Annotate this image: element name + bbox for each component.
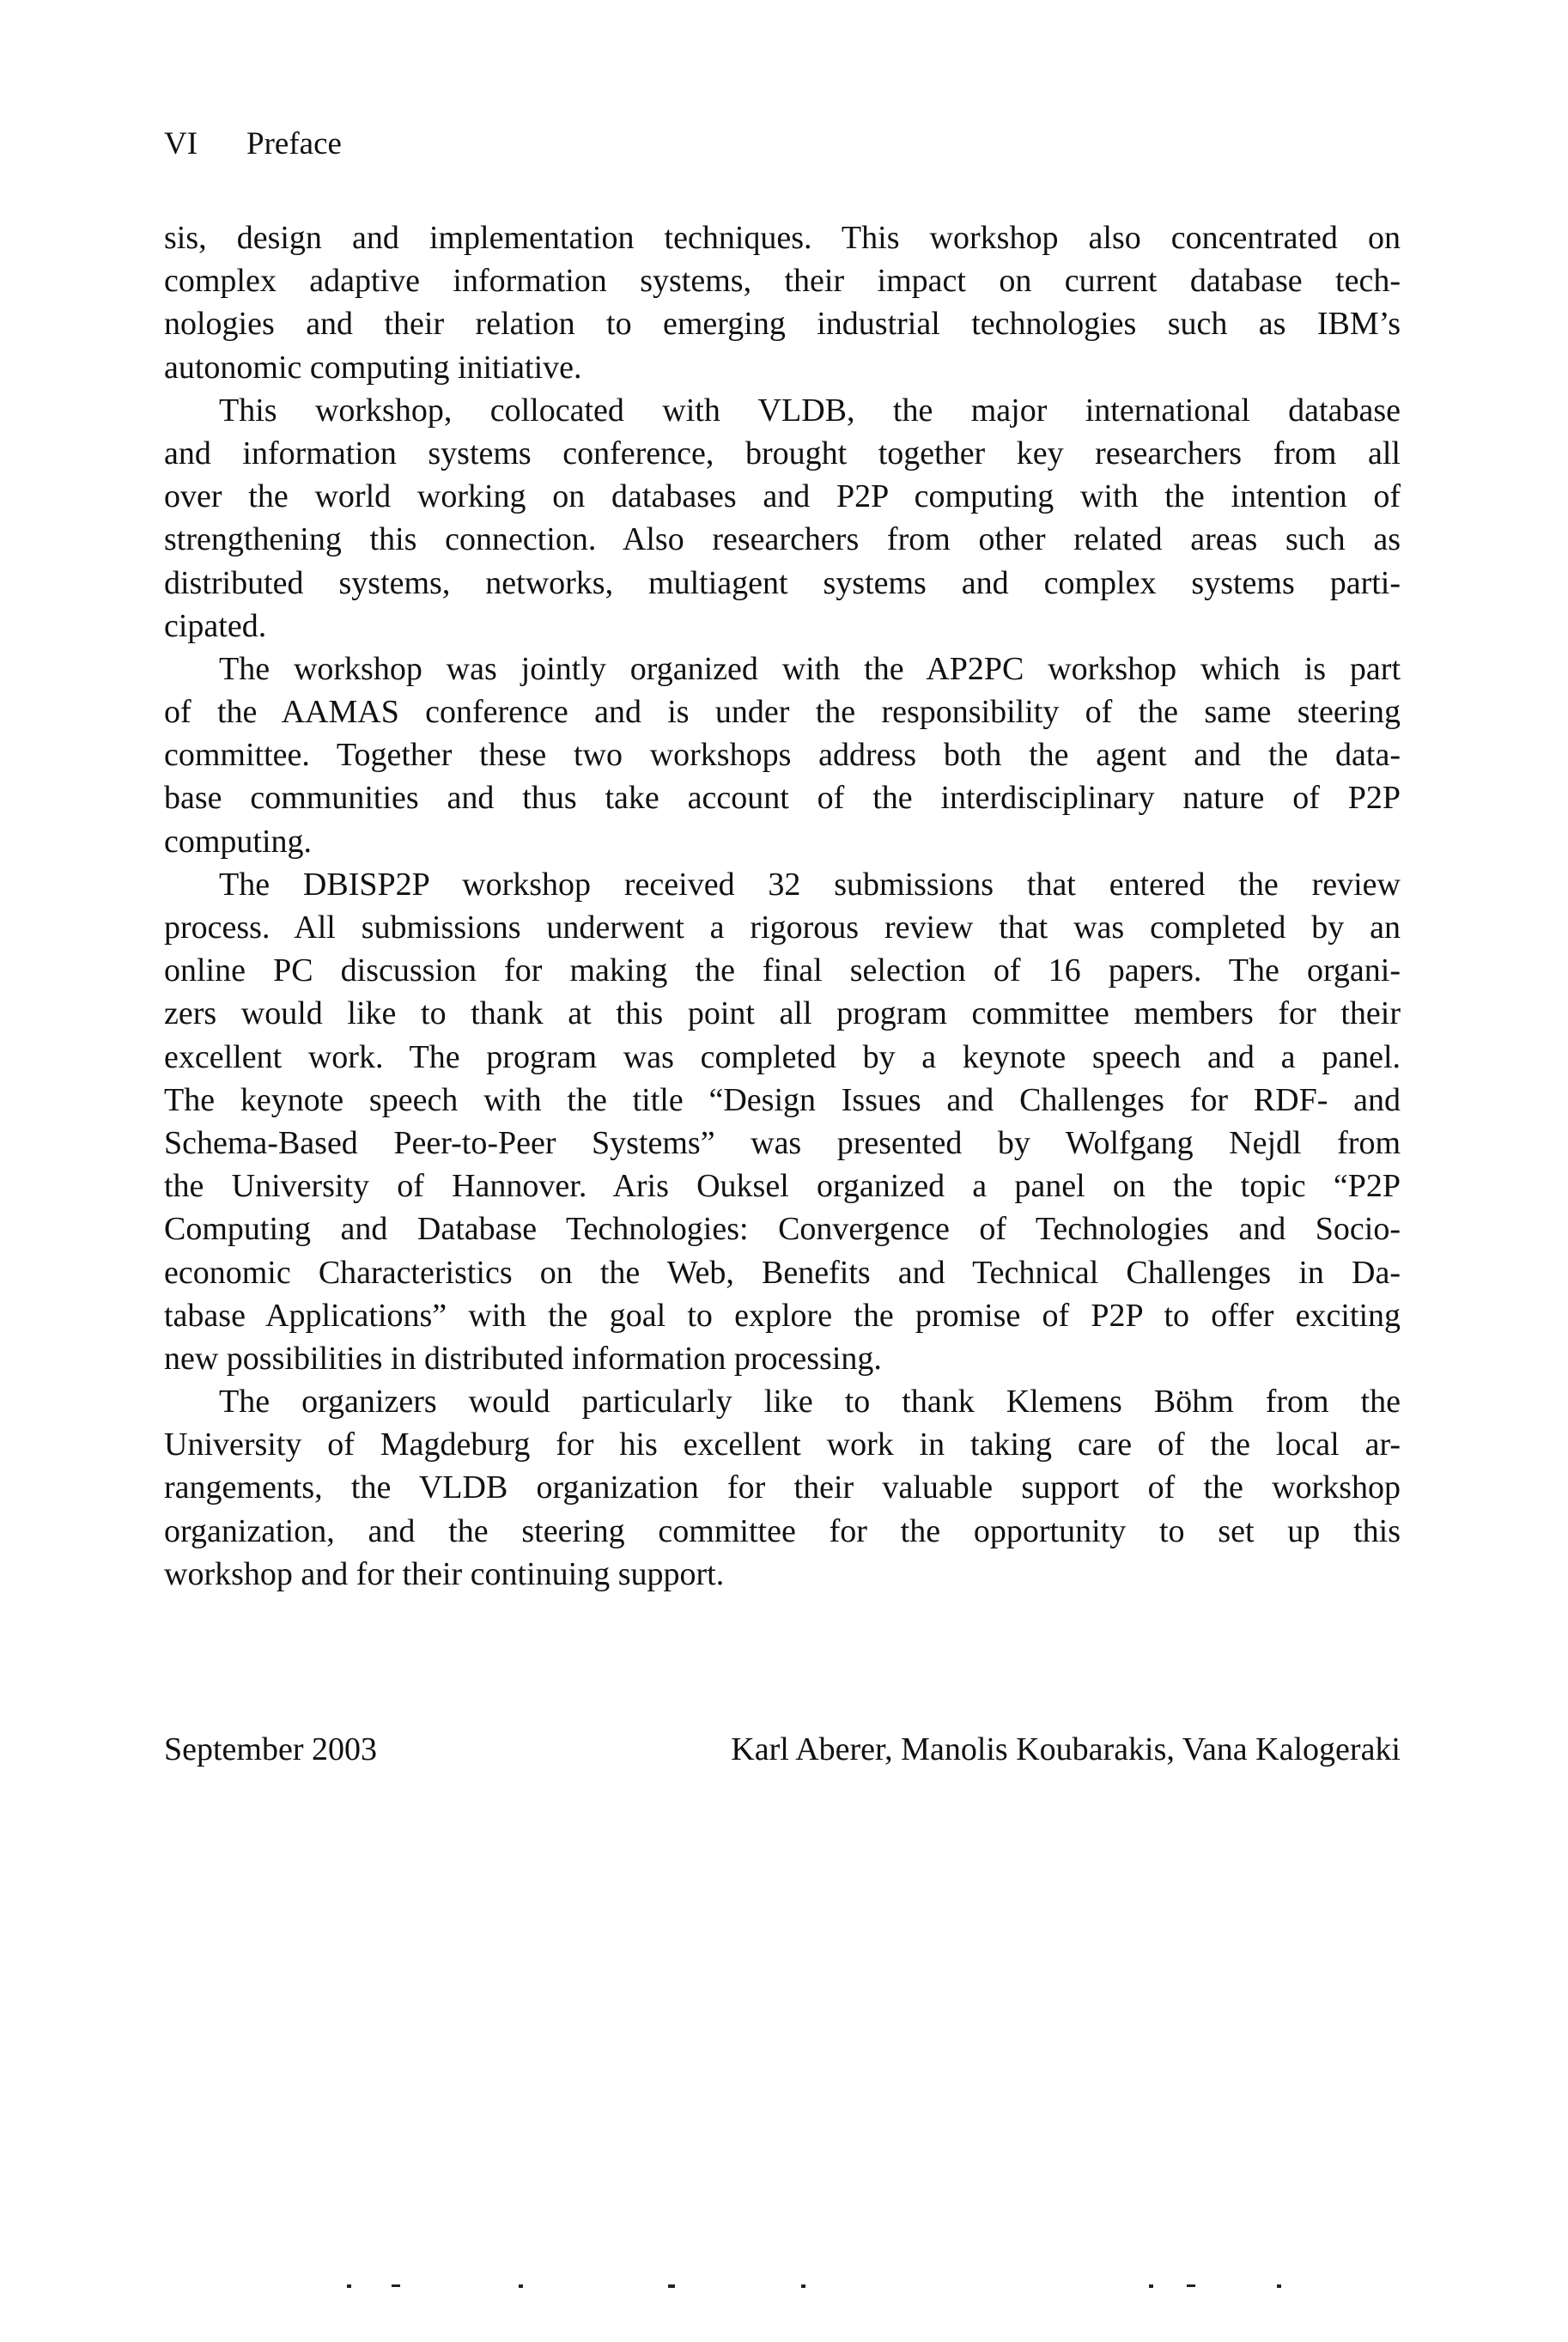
scan-artifact [519,2284,523,2288]
paragraph [164,389,1401,648]
text-line: complex adaptive information systems, their impact on current database tech- [164,263,1401,300]
paragraph [164,216,1401,389]
running-header [164,125,342,162]
text-line: economic Characteristics on the Web, Benefits and Technical Challenges in Da- [164,1254,1401,1291]
text-line: committee. Together these two workshops address both the agent and the data- [164,737,1401,774]
text-line: rangements, the VLDB organization for their valuable support of the workshop [164,1469,1401,1506]
signature-block [164,1731,1401,1768]
scan-artifact [1187,2284,1195,2287]
text-line: online PC discussion for making the final selection of 16 papers. The organi- [164,952,1401,989]
text-line: nologies and their relation to emerging industrial technologies such as IBM’s [164,306,1401,343]
scan-artifact [1277,2284,1281,2288]
text-line: over the world working on databases and P2P computing with the intention of [164,478,1401,515]
page-number: VI [164,126,198,161]
text-line: University of Magdeburg for his excellent work in taking care of the local ar- [164,1426,1401,1463]
text-line: tabase Applications” with the goal to explore the promise of P2P to offer exciting [164,1297,1401,1334]
text-line: and information systems conference, brought together key researchers from all [164,435,1401,471]
text-line: of the AAMAS conference and is under the responsibility of the same steering [164,694,1401,731]
preface-body [164,216,1401,1596]
text-line: base communities and thus take account of the interdisciplinary nature of P2P [164,780,1401,817]
text-line: excellent work. The program was completed by a keynote speech and a panel. [164,1038,1401,1075]
text-line: Schema-Based Peer-to-Peer Systems” was presented by Wolfgang Nejdl from [164,1124,1401,1161]
paragraph [164,1380,1401,1596]
text-line: strengthening this connection. Also researchers from other related areas such as [164,521,1401,558]
text-line: The keynote speech with the title “Design Issues and Challenges for RDF- and [164,1081,1401,1118]
text-line: cipated. [164,607,267,644]
text-line: The DBISP2P workshop received 32 submissions that entered the review [219,866,1401,903]
text-line: The organizers would particularly like to thank Klemens Böhm from the [219,1384,1401,1420]
text-line: organization, and the steering committee for the opportunity to set up this [164,1512,1401,1549]
running-title: Preface [246,126,342,161]
text-line: computing. [164,823,313,860]
text-line: sis, design and implementation techniques. This workshop also concentrated on [164,220,1401,256]
signature-date: September 2003 [164,1731,378,1767]
paragraph [164,648,1401,863]
text-line: distributed systems, networks, multiagent systems and complex systems parti- [164,564,1401,601]
text-line: process. All submissions underwent a rigorous review that was completed by an [164,909,1401,946]
scan-artifact [392,2284,400,2287]
text-line: autonomic computing initiative. [164,349,582,386]
text-line: workshop and for their continuing support. [164,1555,725,1592]
text-line: Computing and Database Technologies: Convergence of Technologies and Socio- [164,1211,1401,1248]
signature-authors: Karl Aberer, Manolis Koubarakis, Vana Kalogeraki [731,1731,1401,1767]
scan-artifact [1149,2284,1153,2288]
text-line: zers would like to thank at this point all program committee members for their [164,995,1401,1032]
text-line: The workshop was jointly organized with the AP2PC workshop which is part [219,650,1401,687]
text-line: new possibilities in distributed information processing. [164,1340,882,1377]
scan-artifact [668,2284,675,2288]
scan-artifact [801,2284,805,2288]
text-line: This workshop, collocated with VLDB, the major international database [219,392,1401,429]
paragraph [164,863,1401,1380]
text-line: the University of Hannover. Aris Ouksel organized a panel on the topic “P2P [164,1168,1401,1205]
scan-artifact [347,2284,351,2288]
